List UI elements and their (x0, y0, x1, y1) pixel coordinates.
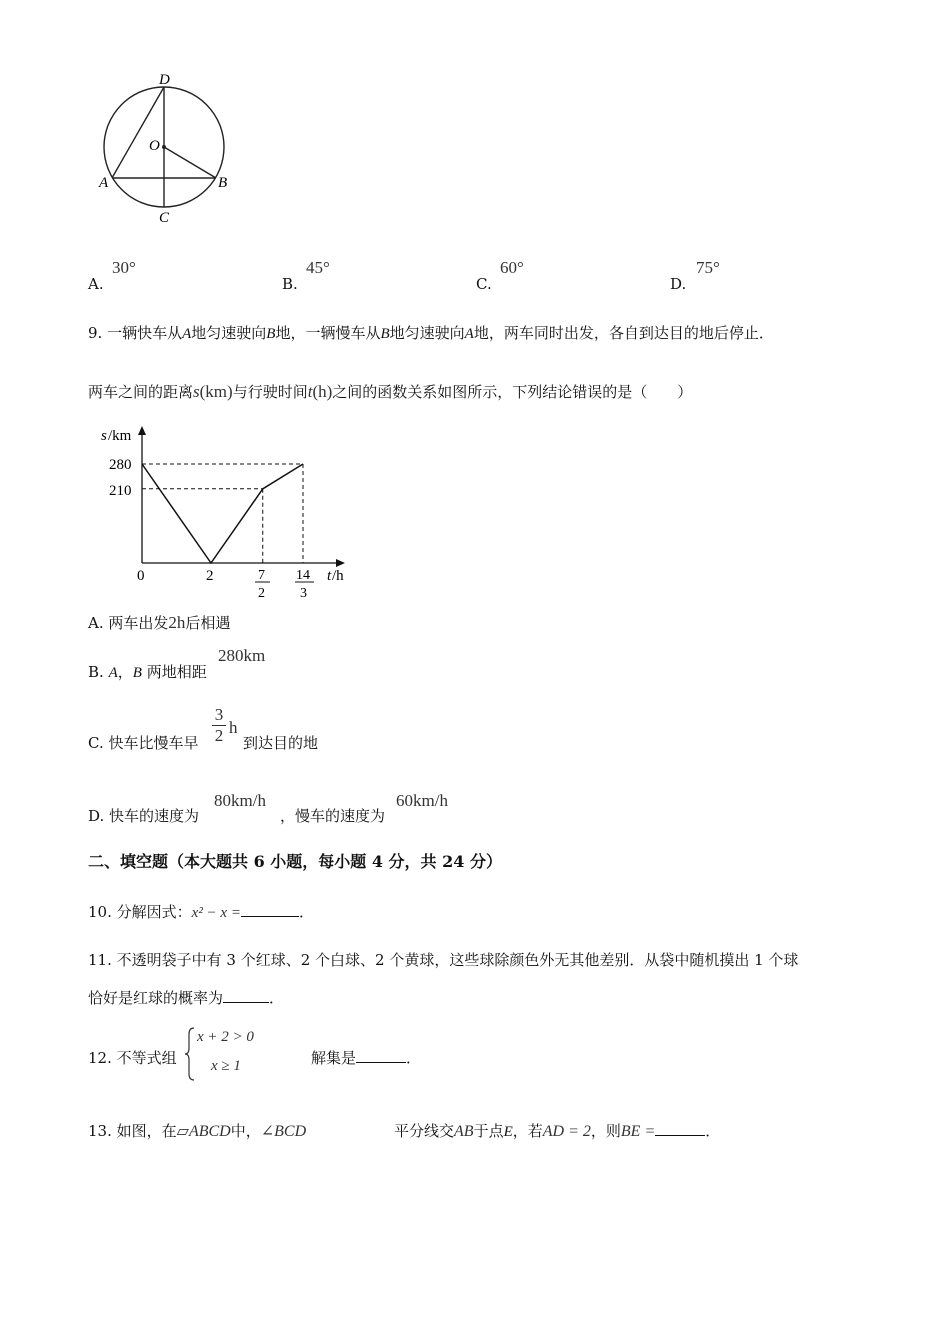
q9-l1-t4: 地匀速驶向 (389, 324, 465, 342)
q11-answer-blank[interactable] (223, 988, 269, 1003)
q8-option-d-letter: D. (670, 275, 687, 293)
q9-l1-b2: B (380, 326, 390, 342)
label-a: A (99, 175, 109, 191)
q9-l1-a2: A (464, 326, 474, 342)
q9-opt-a-t1: 两车出发 (108, 614, 169, 632)
q9-l2-s-unit: (km) (199, 382, 233, 401)
q12-ineq2: x ≥ 1 (211, 1058, 241, 1074)
q9-l1-a1: A (182, 326, 192, 342)
q9-opt-b-letter: B. (88, 663, 104, 681)
q10 (88, 902, 314, 923)
q13-ab: AB (454, 1123, 474, 1140)
x-axis-arrow (336, 559, 345, 567)
q12-prefix (88, 1048, 177, 1068)
q9-line2 (88, 382, 692, 402)
center-point (162, 145, 166, 149)
x-label-var: t (327, 568, 332, 584)
label-b: B (218, 175, 228, 191)
q9-l2-t3: 之间的函数关系如图所示，下列结论错误的是（ ） (332, 383, 693, 401)
q9-option-a (88, 613, 230, 633)
q8-option-c-letter: C. (476, 275, 492, 293)
q9-l2-t-var: t (307, 382, 313, 401)
q12-brace (184, 1026, 196, 1082)
q9-opt-d-t1: 快车的速度为 (109, 807, 200, 825)
q9-opt-b-math: 280km (218, 646, 266, 665)
q9-opt-c-unit: h (229, 718, 238, 737)
radius-ob (164, 147, 216, 178)
x-label-unit: /h (332, 568, 344, 584)
y-label-var: s (101, 428, 107, 444)
q8-option-c-value: 60° (500, 258, 524, 277)
q9-l1-t2: 地匀速驶向 (191, 324, 267, 342)
q9-l2-t2: 与行驶时间 (232, 383, 308, 401)
q13-t1: 如图，在 (116, 1122, 177, 1140)
q9-l2-t1: 两车之间的距离 (88, 383, 194, 401)
q10-number: 10. (88, 903, 112, 921)
q9-l2-t-unit: (h) (312, 382, 333, 401)
q11-line1 (88, 950, 798, 970)
q13-t4: 于点 (473, 1122, 504, 1140)
q13-t6: ，则 (590, 1122, 621, 1140)
y-axis-arrow (138, 426, 146, 435)
x-tick-14-3-num: 14 (296, 568, 310, 583)
x-tick-14-3-den: 3 (300, 586, 307, 601)
q13-t2: 中， (230, 1122, 261, 1140)
q9-opt-b-t1: 两地相距 (146, 663, 207, 681)
q12-t3: ． (406, 1049, 422, 1067)
q9-opt-a-math: 2h (168, 613, 186, 632)
q8-option-b-letter: B. (282, 275, 298, 293)
q9-opt-d-letter: D. (88, 807, 105, 825)
q9-l1-t5: 地，两车同时出发，各自到达目的地后停止． (473, 324, 774, 342)
q9-l1-t1: 一辆快车从 (107, 324, 183, 342)
y-tick-280: 280 (109, 457, 132, 473)
q9-option-c (88, 733, 199, 753)
q10-answer-blank[interactable] (241, 902, 299, 917)
q10-t2: ． (298, 903, 314, 921)
q9-opt-d-math2: 60km/h (396, 791, 448, 810)
q11-line1-text: 不透明袋子中有 3 个红球、2 个白球、2 个黄球，这些球除颜色外无其他差别．从袋中随机摸出 1 个球 (116, 951, 799, 969)
q13-ad: AD = 2 (542, 1123, 591, 1140)
q13-number: 13. (88, 1122, 112, 1140)
q12-suffix (311, 1048, 421, 1068)
q12-t2: 解集是 (311, 1049, 357, 1067)
q12-t1: 不等式组 (116, 1049, 177, 1067)
q9-opt-c-den: 2 (214, 726, 224, 745)
series-distance-line (142, 464, 303, 563)
q9-line1 (88, 323, 774, 344)
label-o: O (149, 138, 160, 154)
q9-distance-time-chart (95, 420, 365, 605)
x-tick-0: 0 (137, 568, 145, 584)
y-label-unit: /km (108, 428, 132, 444)
q13-t7: ． (705, 1122, 721, 1140)
x-tick-7-2-num: 7 (258, 568, 265, 583)
q12-ineq1: x + 2 > 0 (197, 1029, 254, 1045)
q9-opt-c-fraction (212, 706, 226, 745)
x-tick-7-2-den: 2 (258, 586, 265, 601)
q9-opt-b-sep: ， (117, 663, 133, 681)
label-c: C (159, 210, 170, 226)
q13-t5: ，若 (512, 1122, 543, 1140)
q9-opt-b-v1: A (108, 665, 118, 681)
q11-number: 11. (88, 951, 112, 969)
x-tick-2: 2 (206, 568, 214, 584)
label-d: D (159, 72, 170, 88)
q11-t2: ． (269, 989, 285, 1007)
q13-t3: 平分线交 (394, 1122, 455, 1140)
q9-opt-d-math1: 80km/h (214, 791, 266, 810)
q8-option-b-value: 45° (306, 258, 330, 277)
q8-option-a-letter: A. (88, 275, 104, 293)
section-2-title: 二、填空题（本大题共 6 小题，每小题 4 分，共 24 分） (88, 852, 502, 871)
q9-opt-c-num: 3 (214, 705, 224, 724)
q9-opt-a-letter: A. (88, 614, 104, 632)
q11-line2 (88, 988, 284, 1008)
q9-opt-c-t2: 到达目的地 (243, 734, 319, 752)
q13-be: BE = (620, 1123, 656, 1140)
q10-t1: 分解因式： (116, 903, 192, 921)
q9-l1-b1: B (266, 326, 276, 342)
q9-option-d (88, 806, 199, 826)
q9-number: 9. (88, 324, 103, 342)
q9-opt-c-t1: 快车比慢车早 (108, 734, 199, 752)
q9-opt-b-v2: B (132, 665, 142, 681)
q13-answer-blank[interactable] (655, 1121, 705, 1136)
q8-option-d-value: 75° (696, 258, 720, 277)
q8-option-a-value: 30° (112, 258, 136, 277)
q13-part1 (88, 1121, 306, 1142)
q9-option-b (88, 662, 207, 683)
q10-math: x² − x = (191, 905, 241, 921)
q9-opt-a-t2: 后相遇 (185, 614, 231, 632)
y-tick-210: 210 (109, 483, 132, 499)
q11-line2-text: 恰好是红球的概率为 (88, 989, 224, 1007)
q9-opt-c-letter: C. (88, 734, 104, 752)
q13-e: E (503, 1124, 513, 1140)
q9-l1-t3: 地，一辆慢车从 (275, 324, 381, 342)
q13-angle: ∠BCD (260, 1123, 307, 1140)
q9-opt-d-t2: ，慢车的速度为 (280, 807, 386, 825)
chord-ad (112, 87, 164, 178)
circle-figure (95, 70, 245, 230)
q9-l2-s-var: s (193, 382, 200, 401)
q12-number: 12. (88, 1049, 112, 1067)
q12-answer-blank[interactable] (356, 1048, 406, 1063)
q13-para: ▱ABCD (176, 1123, 231, 1140)
q13-part2 (394, 1121, 720, 1142)
